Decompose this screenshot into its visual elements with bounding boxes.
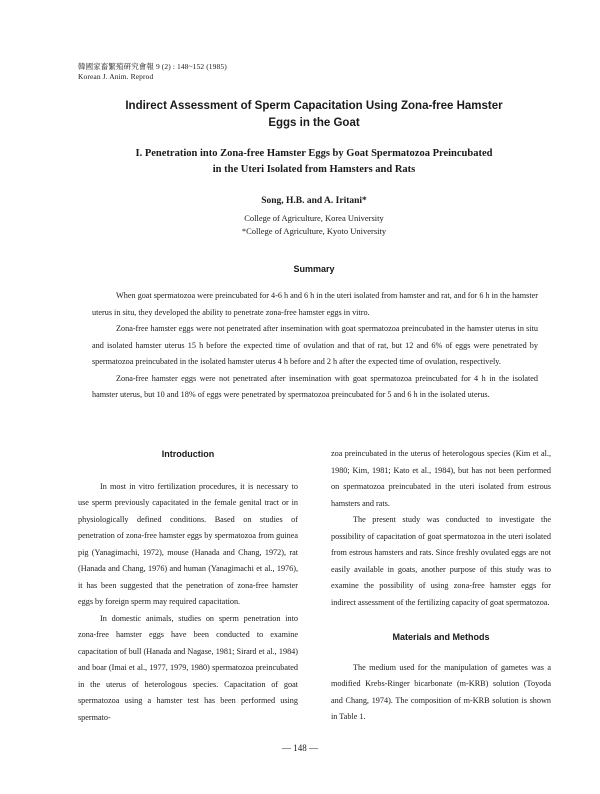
summary-heading: Summary [293, 264, 335, 274]
journal-citation-english: Korean J. Anim. Reprod [78, 71, 154, 81]
page-number: — 148 — [282, 743, 318, 753]
affiliation-2: *College of Agriculture, Kyoto University [241, 226, 387, 236]
paper-title-line-1: Indirect Assessment of Sperm Capacitation Using Zona-free Hamster [125, 100, 503, 112]
introduction-heading: Introduction [161, 449, 215, 459]
affiliation-1: College of Agriculture, Korea University [244, 213, 384, 223]
methods-heading: Materials and Methods [392, 632, 490, 642]
introduction-paragraph-1: In most in vitro fertilization procedures, it is necessary to use sperm previously capacitated in the female genital tract or in physiologically defined conditions. Based on studies of penetration of zona-free hamster eggs by spermatozoa from guinea pig (Yanagimachi, 1972), mouse (Hanada and Chang, 1972), rat (Hanada and Chang, 1976) and human (Yanagimachi et al., 1976), it has been suggested that the penetration of zona-free hamster eggs by foreign sperm may required capacitation. [78, 481, 298, 606]
authors: Song, H.B. and A. Iritani* [261, 196, 367, 206]
introduction-paragraph-4: The present study was conducted to investigate the possibility of capacitation of goat spermatozoa in the uteri isolated from estrous hamsters and rats. Since freshly ovulated eggs are not easily available in goats, another purpose of this study was to examine the possibility of using zona-free hamster eggs for indirect assessment of the fertilizing capacity of goat spermatozoa. [331, 515, 551, 607]
summary-paragraph-3: Zona-free hamster eggs were not penetrated after insemination with goat spermatozoa preincubated for 4 h in the isolated hamster uterus, but 10 and 18% of eggs were penetrated by spermatozoa preincubated for 5 and 6 h in the isolated uterus. [92, 373, 538, 399]
introduction-paragraph-2: In domestic animals, studies on sperm penetration into zona-free hamster eggs have been conducted to examine capacitation of bull (Hanada and Nagase, 1981; Sirard et al., 1984) and boar (Imai et al., 1977, 1979, 1980) spermatozoa preincubated in the uterus of heterologous species. Capacitation of goat spermatozoa using a hamster test has been performed using spermato- [78, 613, 298, 722]
paper-subtitle-line-2: in the Uteri Isolated from Hamsters and Rats [212, 164, 416, 175]
summary-body [92, 288, 538, 404]
summary-paragraph-2: Zona-free hamster eggs were not penetrated after insemination with goat spermatozoa preincubated in the hamster uterus in situ and isolated hamster uterus 15 h before the expected time of ovulation and that of rat, but 12 and 6% of eggs were penetrated by spermatozoa preincubated in the isolated hamster uterus 4 h before and 2 h after the expected time of ovulation, respectively. [92, 324, 538, 366]
affiliations [90, 212, 538, 238]
paper-subtitle-line-1: I. Penetration into Zona-free Hamster Eggs by Goat Spermatozoa Preincubated [135, 148, 493, 159]
left-column [78, 446, 298, 726]
summary-paragraph-1: When goat spermatozoa were preincubated for 4-6 h and 6 h in the uteri isolated from hamster and rat, and for 6 h in the hamster uterus in situ, they developed the ability to penetrate zona-free hamster eggs in vitro. [92, 291, 538, 317]
paper-subtitle [90, 146, 538, 178]
methods-paragraph-1: The medium used for the manipulation of gametes was a modified Krebs-Ringer bicarbonate (m-KRB) solution (Toyoda and Chang, 1974). The composition of m-KRB solution is shown in Table 1. [331, 662, 551, 721]
paper-title [90, 98, 538, 132]
paper-title-line-2: Eggs in the Goat [268, 117, 360, 129]
introduction-paragraph-3: zoa preincubated in the uterus of heterologous species (Kim et al., 1980; Kim, 1981; Kato et al., 1984), but has not been performed on spermatozoa preincubated in the uteri isolated from estrous hamsters and rats. [331, 449, 551, 508]
journal-citation [78, 62, 227, 81]
journal-citation-korean: 韓國家畜繁殖硏究會報 9 (2) : 148~152 (1985) [78, 62, 227, 71]
right-column [331, 446, 551, 726]
